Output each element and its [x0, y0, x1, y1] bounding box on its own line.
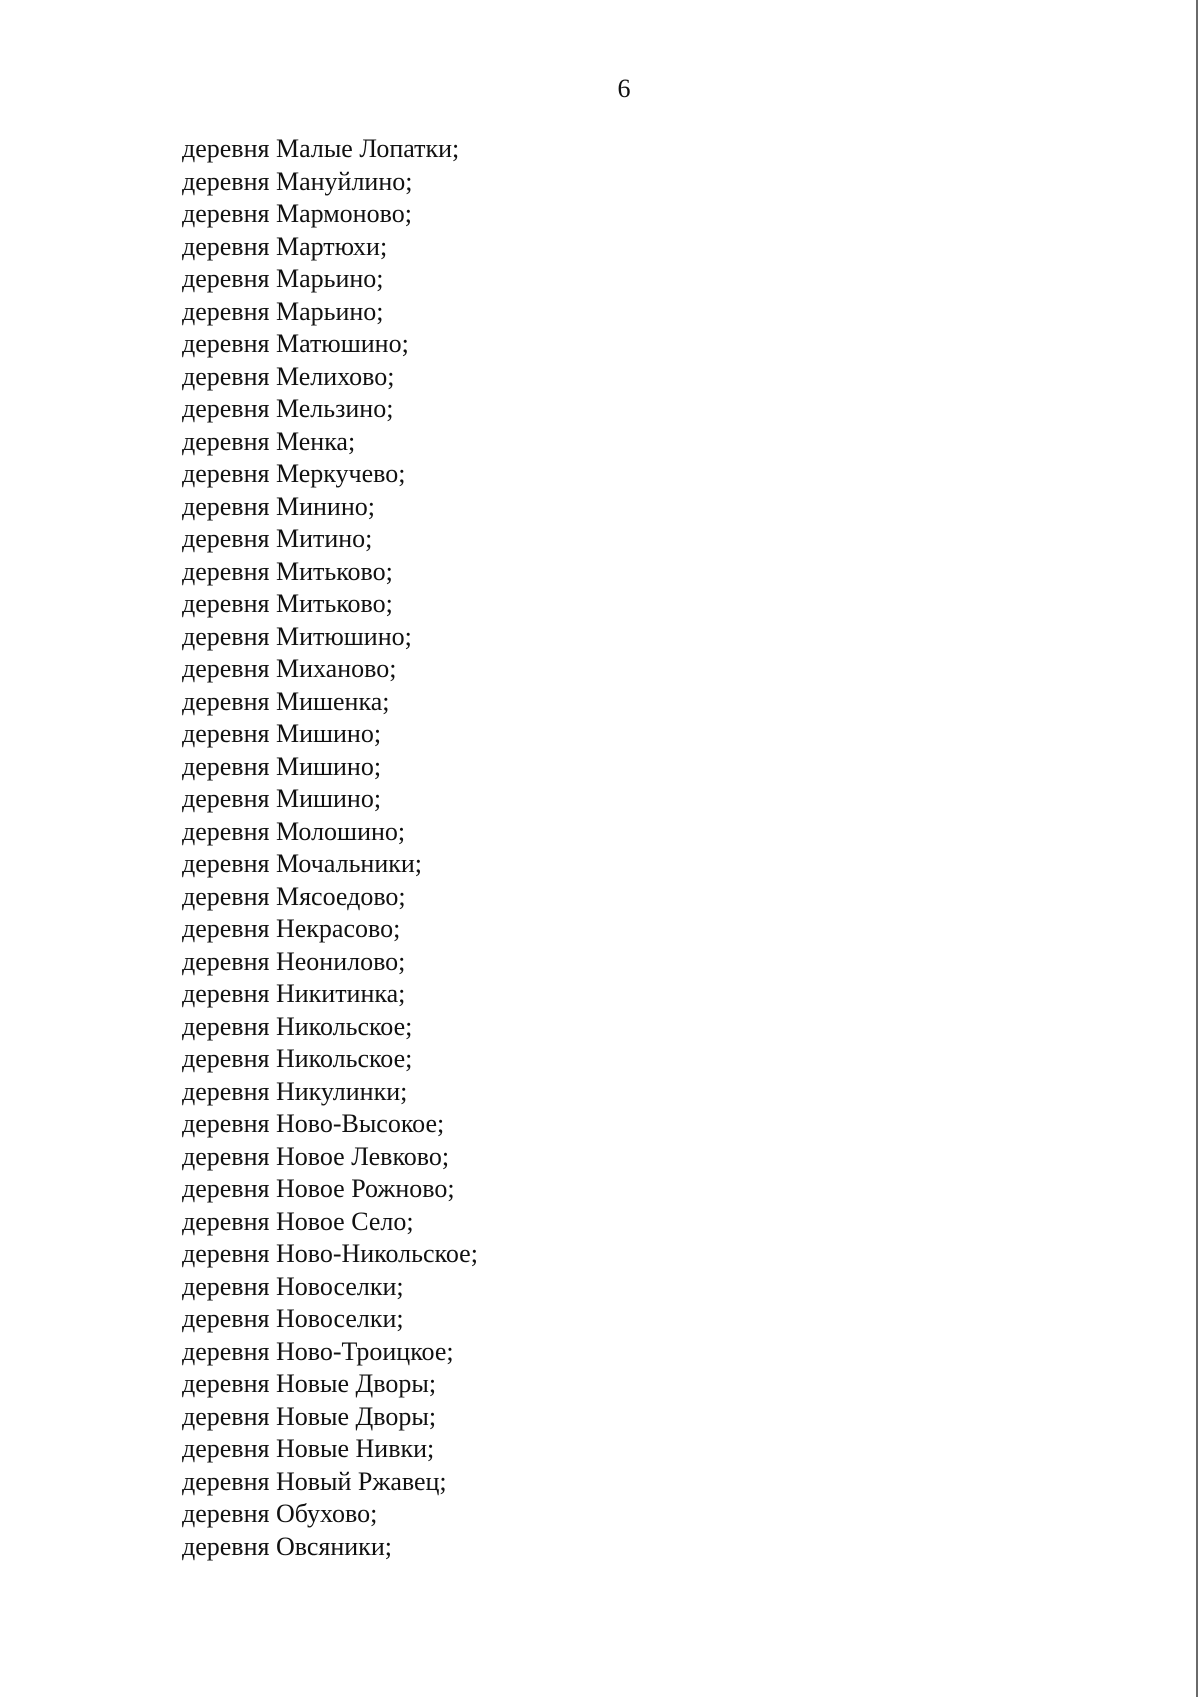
list-item: деревня Мишино;	[182, 719, 382, 748]
list-item: деревня Никольское;	[182, 1044, 413, 1073]
list-item: деревня Новоселки;	[182, 1304, 404, 1333]
list-item: деревня Неонилово;	[182, 946, 406, 976]
list-item: деревня Мармоново;	[182, 199, 412, 228]
page-number: 6	[617, 74, 631, 103]
list-item: деревня Митьково;	[182, 556, 393, 586]
list-item: деревня Обухово;	[182, 1499, 378, 1528]
list-item: деревня Митюшино;	[182, 621, 412, 651]
list-item: деревня Меркучево;	[182, 459, 406, 488]
list-item: деревня Мельзино;	[182, 394, 394, 423]
list-item: деревня Новоселки;	[182, 1271, 404, 1301]
list-item: деревня Мануйлино;	[182, 166, 413, 196]
list-item: деревня Мелихово;	[182, 361, 395, 391]
list-item: деревня Марьино;	[182, 296, 384, 326]
list-item: деревня Митино;	[182, 524, 373, 553]
list-item: деревня Овсяники;	[182, 1531, 392, 1561]
list-item: деревня Ново-Высокое;	[182, 1109, 445, 1138]
page-edge-line	[1196, 0, 1198, 1697]
list-item: деревня Новые Дворы;	[182, 1369, 437, 1398]
list-item: деревня Мишино;	[182, 751, 382, 781]
list-item: деревня Мишенка;	[182, 686, 390, 716]
list-item: деревня Новый Ржавец;	[182, 1466, 447, 1496]
list-item: деревня Ново-Троицкое;	[182, 1336, 454, 1366]
list-item: деревня Малые Лопатки;	[182, 134, 460, 163]
list-item: деревня Миханово;	[182, 654, 397, 683]
list-item: деревня Никитинка;	[182, 979, 406, 1008]
list-item: деревня Мишино;	[182, 784, 382, 813]
list-item: деревня Марьино;	[182, 264, 384, 293]
list-item: деревня Новое Село;	[182, 1206, 414, 1236]
list-item: деревня Никольское;	[182, 1011, 413, 1041]
list-item: деревня Новое Левково;	[182, 1141, 450, 1171]
list-item: деревня Некрасово;	[182, 914, 401, 943]
list-item: деревня Ново-Никольское;	[182, 1239, 478, 1268]
list-item: деревня Молошино;	[182, 816, 406, 846]
list-item: деревня Новые Дворы;	[182, 1401, 437, 1431]
list-item: деревня Митьково;	[182, 589, 393, 618]
list-item: деревня Матюшино;	[182, 329, 409, 358]
list-item: деревня Мартюхи;	[182, 231, 388, 261]
list-item: деревня Никулинки;	[182, 1076, 408, 1106]
list-item: деревня Мочальники;	[182, 849, 423, 878]
list-item: деревня Новое Рожново;	[182, 1174, 455, 1203]
settlement-list	[182, 133, 478, 1563]
list-item: деревня Минино;	[182, 491, 375, 521]
list-item: деревня Мясоедово;	[182, 881, 406, 911]
list-item: деревня Новые Нивки;	[182, 1434, 435, 1463]
list-item: деревня Менка;	[182, 426, 356, 456]
